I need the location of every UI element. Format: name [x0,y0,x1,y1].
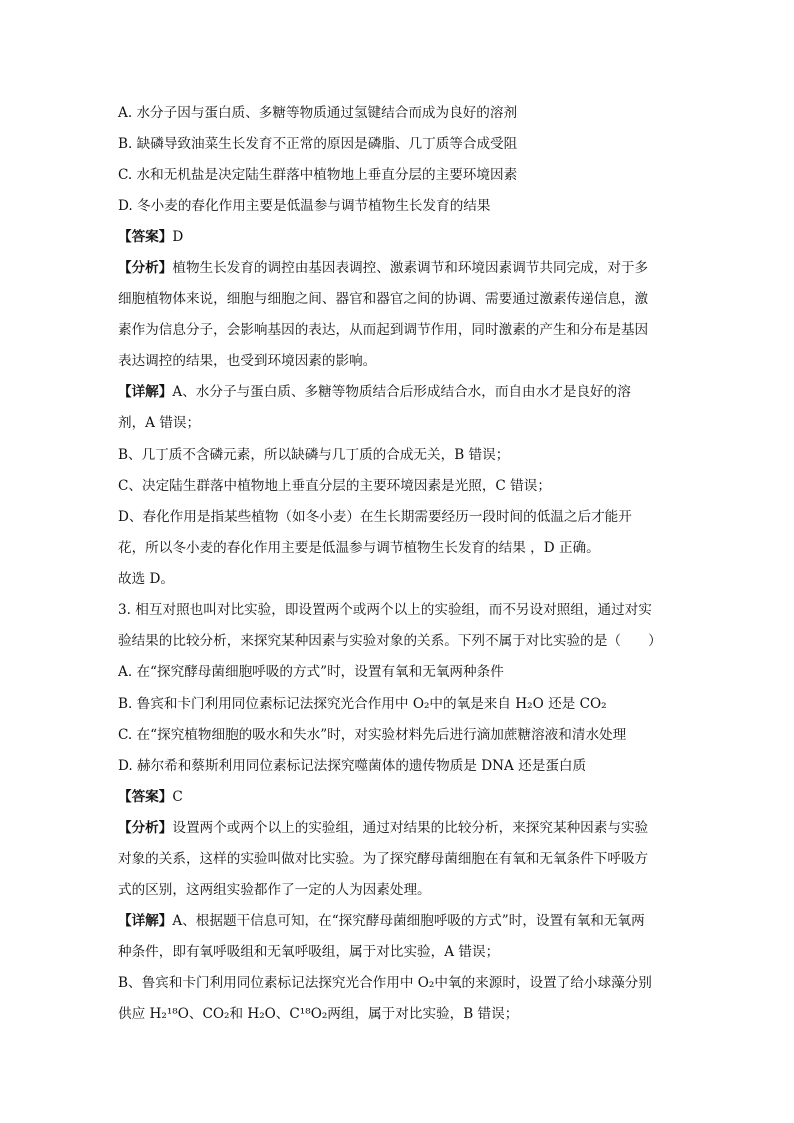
q2-detail-line-1 [118,382,688,402]
q3-answer [118,787,688,807]
q3-answer-label: 【答案】 [118,789,173,805]
q2-analysis-line-3: 素作为信息分子，会影响基因的表达，从而起到调节作用，同时激素的产生和分布是基因 [118,322,649,338]
q2-answer [118,227,688,247]
q2-answer-value: D [172,229,184,245]
q3-stem-line-1: 3. 相互对照也叫对比实验，即设置两个或两个以上的实验组，而不另设对照组，通过对实 [118,602,652,618]
q2-detail-line-7: 故选 D。 [118,571,175,587]
q3-analysis-line-1 [118,818,688,838]
q2-detail-line-5: D、春化作用是指某些植物（如冬小麦）在生长期需要经历一段时间的低温之后才能开 [118,509,632,525]
q3-stem-line-2: 验结果的比较分析，来探究某种因素与实验对象的关系。下列不属于对比实验的是（ ） [118,633,662,649]
q2-answer-label: 【答案】 [118,229,173,245]
q3-option-b: B. 鲁宾和卡门利用同位素标记法探究光合作用中 O₂中的氧是来自 H₂O 还是 CO₂ [118,696,607,712]
q2-option-d: D. 冬小麦的春化作用主要是低温参与调节植物生长发育的结果 [118,198,491,214]
q2-detail-line-4: C、决定陆生群落中植物地上垂直分层的主要环境因素是光照，C 错误； [118,478,551,494]
q2-option-c: C. 水和无机盐是决定陆生群落中植物地上垂直分层的主要环境因素 [118,167,518,183]
q3-answer-value: C [172,789,183,805]
q3-option-d: D. 赫尔希和蔡斯利用同位素标记法探究噬菌体的遗传物质是 DNA 还是蛋白质 [118,758,587,774]
q3-detail-text-1: A、根据题干信息可知，在“探究酵母菌细胞呼吸的方式”时，设置有氧和无氧两 [172,913,645,929]
q2-analysis-label: 【分析】 [118,260,173,276]
q3-option-a: A. 在“探究酵母菌细胞呼吸的方式”时，设置有氧和无氧两种条件 [118,664,504,680]
q3-analysis-label: 【分析】 [118,820,173,836]
q2-analysis-text-1: 植物生长发育的调控由基因表调控、激素调节和环境因素调节共同完成，对于多 [172,260,649,276]
q3-option-c: C. 在“探究植物细胞的吸水和失水”时，对实验材料先后进行滴加蔗糖溶液和清水处理 [118,727,627,743]
q2-analysis-line-1 [118,258,688,278]
q3-detail-line-4: 供应 H₂¹⁸O、CO₂和 H₂O、C¹⁸O₂两组，属于对比实验，B 错误； [118,1006,519,1022]
q2-detail-label: 【详解】 [118,384,173,400]
q2-analysis-line-4: 表达调控的结果，也受到环境因素的影响。 [118,353,377,369]
q3-detail-label: 【详解】 [118,913,173,929]
q2-detail-text-1: A、水分子与蛋白质、多糖等物质结合后形成结合水，而自由水才是良好的溶 [172,384,631,400]
q3-detail-line-1 [118,911,688,931]
q2-detail-line-6: 花，所以冬小麦的春化作用主要是低温参与调节植物生长发育的结果 ，D 正确。 [118,540,600,556]
q3-analysis-line-3: 式的区别，这两组实验都作了一定的人为因素处理。 [118,882,431,898]
q3-analysis-text-1: 设置两个或两个以上的实验组，通过对结果的比较分析，来探究某种因素与实验 [172,820,649,836]
q2-detail-line-3: B、几丁质不含磷元素，所以缺磷与几丁质的合成无关，B 错误； [118,447,510,463]
q2-option-a: A. 水分子因与蛋白质、多糖等物质通过氢键结合而成为良好的溶剂 [118,105,518,121]
q2-option-b: B. 缺磷导致油菜生长发育不正常的原因是磷脂、几丁质等合成受阻 [118,136,518,152]
q2-detail-line-2: 剂，A 错误； [118,415,201,431]
q3-detail-line-3: B、鲁宾和卡门利用同位素标记法探究光合作用中 O₂中氧的来源时，设置了给小球藻分别 [118,975,652,991]
q3-detail-line-2: 种条件，即有氧呼吸组和无氧呼吸组，属于对比实验，A 错误； [118,944,500,960]
q2-analysis-line-2: 细胞植物体来说，细胞与细胞之间、器官和器官之间的协调、需要通过激素传递信息，激 [118,291,649,307]
q3-analysis-line-2: 对象的关系，这样的实验叫做对比实验。为了探究酵母菌细胞在有氧和无氧条件下呼吸方 [118,851,649,867]
